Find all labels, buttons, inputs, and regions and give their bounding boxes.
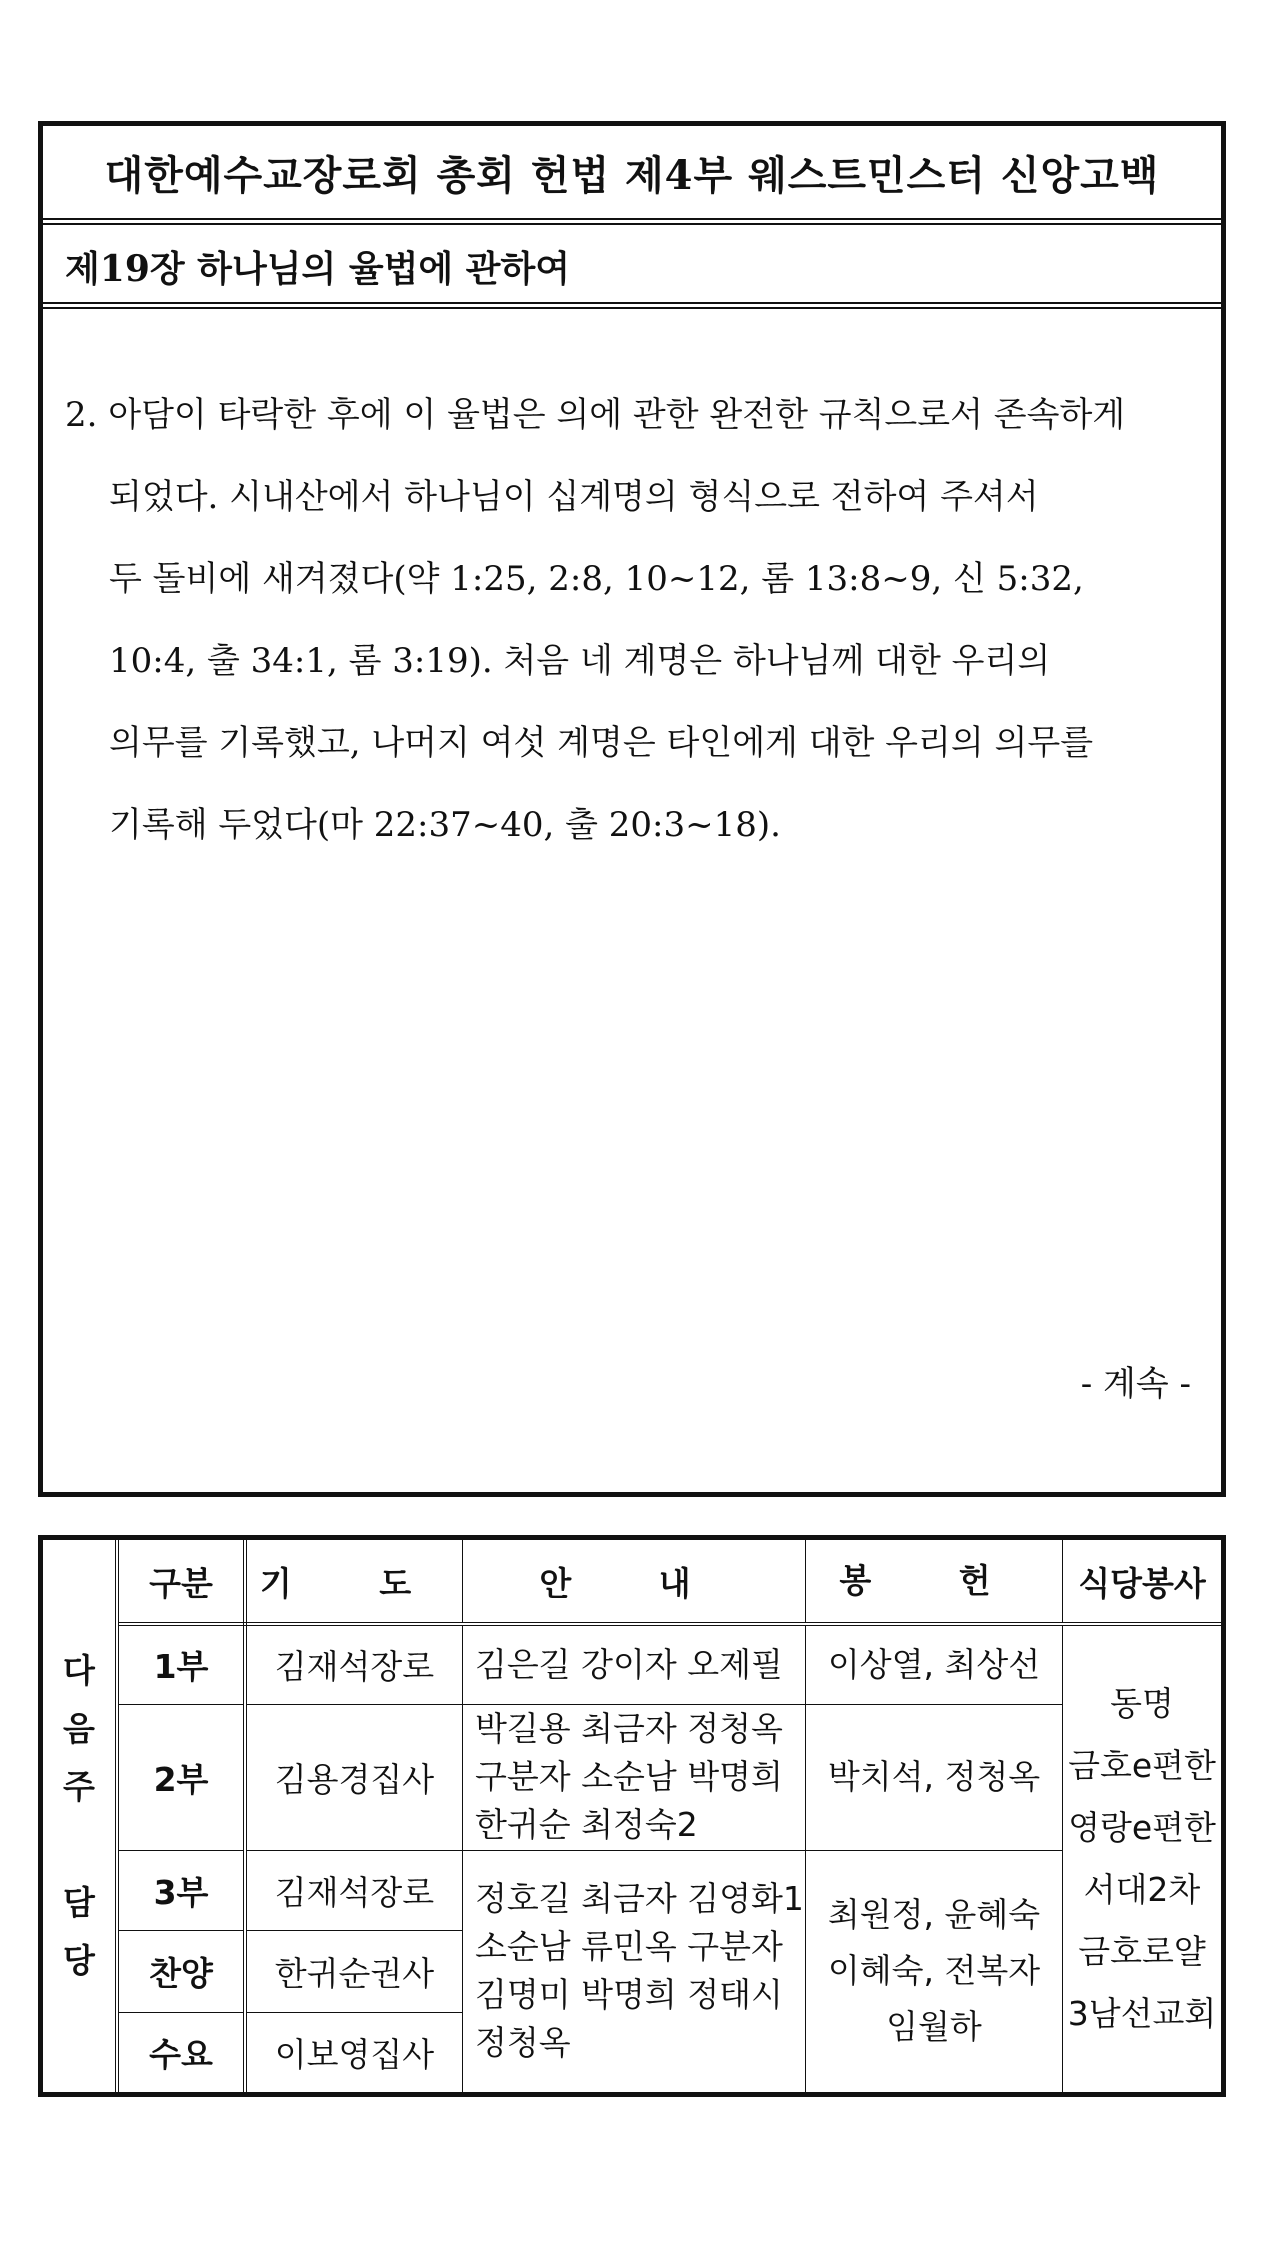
row-gido: 한귀순권사 xyxy=(245,1930,463,2012)
header-gido: 기 도 xyxy=(245,1538,463,1625)
paragraph-line: 10:4, 출 34:1, 롬 3:19). 처음 네 계명은 하나님께 대한 우리의 xyxy=(109,641,1051,681)
row-gido: 김용경집사 xyxy=(245,1704,463,1850)
row-gubun: 찬양 xyxy=(117,1930,245,2012)
chapter-divider xyxy=(43,302,1221,309)
confession-paragraph xyxy=(65,374,1215,866)
row-gubun: 수요 xyxy=(117,2012,245,2094)
merged-annae-cell: 정호길 최금자 김영화1 소순남 류민옥 구분자 김명미 박명희 정태시 정청옥 xyxy=(463,1850,806,2094)
paragraph-line: 기록해 두었다(마 22:37~40, 출 20:3~18). xyxy=(109,805,781,845)
row-gido: 김재석장로 xyxy=(245,1850,463,1930)
row-gubun: 1부 xyxy=(117,1624,245,1704)
row-gubun: 3부 xyxy=(117,1850,245,1930)
row-gubun: 2부 xyxy=(117,1704,245,1850)
roster-side-label: 다 음 주 담 당 xyxy=(41,1538,118,2095)
table-row xyxy=(41,1624,1224,1704)
document-title: 대한예수교장로회 총회 헌법 제4부 웨스트민스터 신앙고백 xyxy=(104,151,1160,199)
row-gido: 이보영집사 xyxy=(245,2012,463,2094)
paragraph-line: 2. 아담이 타락한 후에 이 율법은 의에 관한 완전한 규칙으로서 존속하게 xyxy=(65,395,1126,435)
row-gido: 김재석장로 xyxy=(245,1624,463,1704)
header-gubun: 구분 xyxy=(117,1538,245,1625)
row-annae: 박길용 최금자 정청옥 구분자 소순남 박명희 한귀순 최정숙2 xyxy=(463,1704,806,1850)
document-frame xyxy=(38,121,1226,1497)
title-divider xyxy=(43,218,1221,225)
row-bongheon: 이상열, 최상선 xyxy=(806,1624,1063,1704)
header-sikdang: 식당봉사 xyxy=(1063,1538,1224,1625)
table-row xyxy=(41,1704,1224,1850)
paragraph-line: 두 돌비에 새겨졌다(약 1:25, 2:8, 10~12, 롬 13:8~9, 신 5:32, xyxy=(109,559,1084,599)
header-bongheon: 봉 헌 xyxy=(806,1538,1063,1625)
row-annae: 김은길 강이자 오제필 xyxy=(463,1624,806,1704)
header-annae: 안 내 xyxy=(463,1538,806,1625)
sikdang-cell: 동명 금호e편한 영랑e편한 서대2차 금호로얄 3남선교회 xyxy=(1063,1624,1224,2094)
merged-bongheon-cell: 최원정, 윤혜숙 이혜숙, 전복자 임월하 xyxy=(806,1850,1063,2094)
duty-roster-table xyxy=(38,1535,1226,2097)
paragraph-line: 되었다. 시내산에서 하나님이 십계명의 형식으로 전하여 주셔서 xyxy=(109,477,1039,517)
table-row xyxy=(41,1850,1224,1930)
chapter-heading: 제19장 하나님의 율법에 관하여 xyxy=(65,247,571,290)
paragraph-line: 의무를 기록했고, 나머지 여섯 계명은 타인에게 대한 우리의 의무를 xyxy=(109,723,1094,763)
roster-header-row xyxy=(41,1538,1224,1625)
continue-mark: - 계속 - xyxy=(1080,1364,1191,1404)
row-bongheon: 박치석, 정청옥 xyxy=(806,1704,1063,1850)
